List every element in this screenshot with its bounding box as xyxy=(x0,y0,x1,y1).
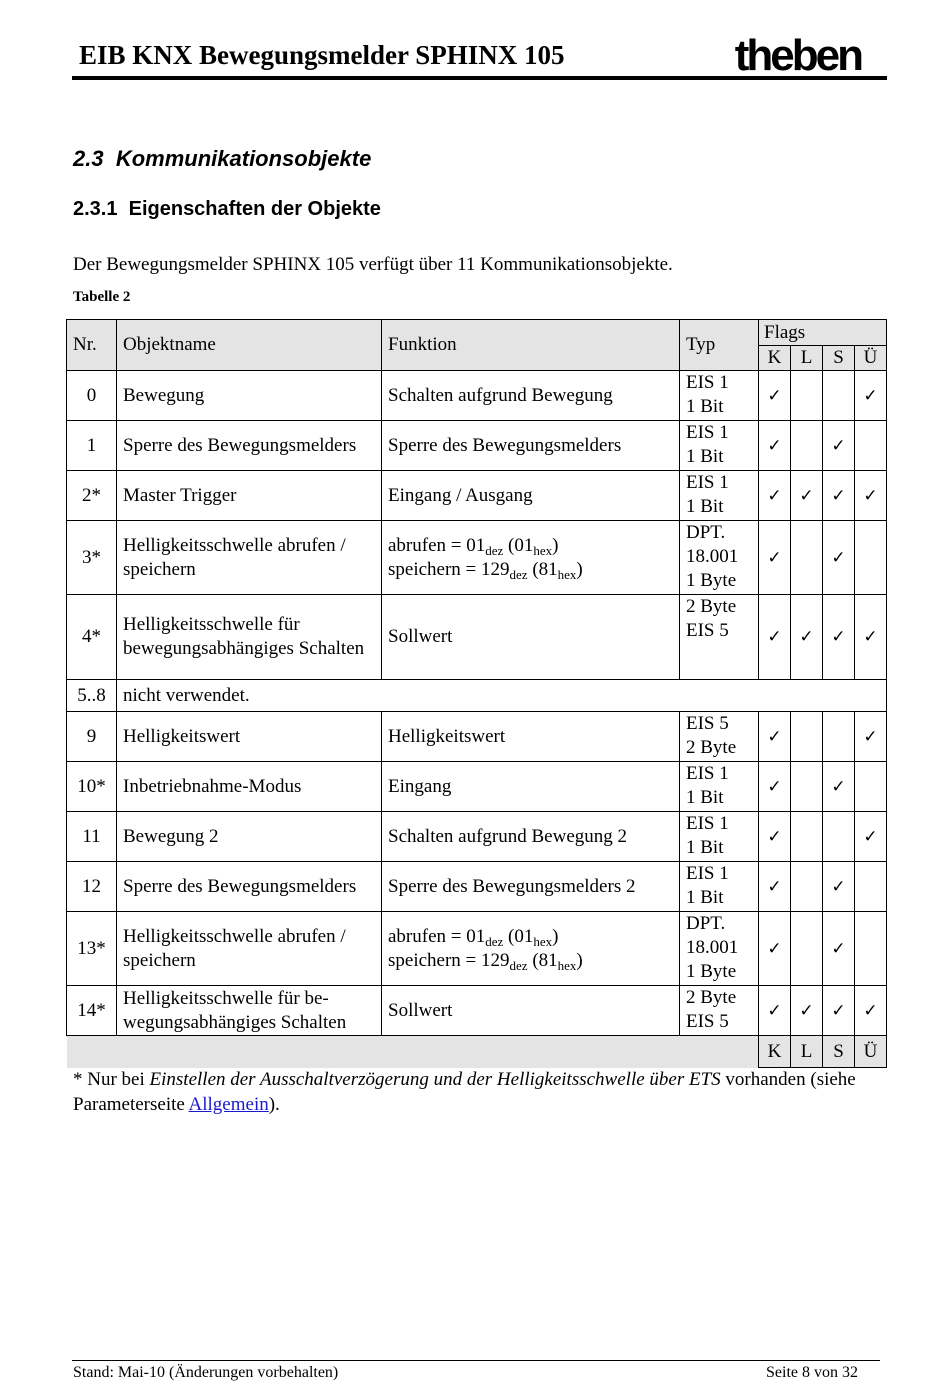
flag-k xyxy=(759,471,791,521)
check-icon: ✓ xyxy=(767,826,782,847)
object-name: Helligkeitsschwelle für be-wegungsabhängiges Schalten xyxy=(117,986,382,1036)
flag-s xyxy=(823,371,855,421)
flag-ue xyxy=(855,986,887,1036)
object-number: 10* xyxy=(67,762,117,812)
flag-label: L xyxy=(791,346,823,371)
object-number: 5..8 xyxy=(67,680,117,712)
check-icon: ✓ xyxy=(767,385,782,406)
object-name: Inbetriebnahme-Modus xyxy=(117,762,382,812)
flag-legend-row xyxy=(67,1036,887,1068)
flag-l xyxy=(791,521,823,595)
object-function: Schalten aufgrund Bewegung 2 xyxy=(382,812,680,862)
flag-s xyxy=(823,862,855,912)
object-name: Sperre des Bewegungsmelders xyxy=(117,862,382,912)
header-funktion: Funktion xyxy=(382,320,680,371)
flag-l xyxy=(791,986,823,1036)
document-title: EIB KNX Bewegungsmelder SPHINX 105 xyxy=(79,40,565,70)
object-number: 4* xyxy=(67,595,117,680)
table-row xyxy=(67,812,887,862)
subsection-heading xyxy=(73,198,381,221)
object-function: Eingang xyxy=(382,762,680,812)
footnote xyxy=(73,1067,873,1117)
theben-logo: theben xyxy=(734,31,861,80)
flag-ue xyxy=(855,712,887,762)
flag-l xyxy=(791,762,823,812)
object-name: Helligkeitsschwelle abrufen / speichern xyxy=(117,521,382,595)
object-number: 11 xyxy=(67,812,117,862)
flag-s xyxy=(823,595,855,680)
check-icon: ✓ xyxy=(863,385,878,406)
check-icon: ✓ xyxy=(831,485,846,506)
flag-k xyxy=(759,371,791,421)
flag-s xyxy=(823,712,855,762)
flag-l xyxy=(791,712,823,762)
flag-ue xyxy=(855,595,887,680)
section-title: Kommunikationsobjekte xyxy=(115,146,372,171)
object-function: Sollwert xyxy=(382,986,680,1036)
check-icon: ✓ xyxy=(767,547,782,568)
flag-label: S xyxy=(823,1036,855,1068)
hex-subscript: hex xyxy=(557,566,577,582)
object-type: EIS 1 1 Bit xyxy=(680,471,759,521)
flag-ue xyxy=(855,862,887,912)
object-function: Helligkeitswert xyxy=(382,712,680,762)
footer-status: Stand: Mai-10 (Änderungen vorbehalten) xyxy=(73,1364,339,1381)
object-type: 2 Byte EIS 5 xyxy=(680,595,759,680)
check-icon: ✓ xyxy=(767,1000,782,1021)
object-number: 13* xyxy=(67,912,117,986)
table-row xyxy=(67,986,887,1036)
flag-k xyxy=(759,812,791,862)
flag-ue xyxy=(855,762,887,812)
table-row xyxy=(67,762,887,812)
communication-objects-table xyxy=(66,319,887,1068)
dez-subscript: dez xyxy=(509,957,528,973)
footnote-middle: vorhanden (siehe Parameterseite xyxy=(73,1069,856,1115)
flag-l xyxy=(791,421,823,471)
flag-l xyxy=(791,471,823,521)
table-row xyxy=(67,521,887,595)
object-name: Helligkeitsschwelle abrufen / speichern xyxy=(117,912,382,986)
table-row xyxy=(67,862,887,912)
flag-label: S xyxy=(823,346,855,371)
object-type: EIS 1 1 Bit xyxy=(680,762,759,812)
object-type: EIS 1 1 Bit xyxy=(680,862,759,912)
object-number: 3* xyxy=(67,521,117,595)
flag-s xyxy=(823,986,855,1036)
check-icon: ✓ xyxy=(767,938,782,959)
flag-label: Ü xyxy=(855,1036,887,1068)
object-type: EIS 1 1 Bit xyxy=(680,812,759,862)
check-icon: ✓ xyxy=(831,776,846,797)
check-icon: ✓ xyxy=(799,485,814,506)
dez-subscript: dez xyxy=(485,542,504,558)
flag-k xyxy=(759,712,791,762)
object-type: DPT. 18.001 1 Byte xyxy=(680,912,759,986)
check-icon: ✓ xyxy=(831,627,846,647)
flag-l xyxy=(791,371,823,421)
flag-s xyxy=(823,521,855,595)
flag-s xyxy=(823,471,855,521)
section-number: 2.3 xyxy=(73,146,104,171)
flag-label: L xyxy=(791,1036,823,1068)
object-number: 14* xyxy=(67,986,117,1036)
object-number: 1 xyxy=(67,421,117,471)
flag-label: Ü xyxy=(855,346,887,371)
check-icon: ✓ xyxy=(767,627,782,647)
object-function: Sperre des Bewegungsmelders xyxy=(382,421,680,471)
object-type: EIS 1 1 Bit xyxy=(680,371,759,421)
object-name: Bewegung 2 xyxy=(117,812,382,862)
object-type: EIS 5 2 Byte xyxy=(680,712,759,762)
header-typ: Typ xyxy=(680,320,759,371)
table-header-row xyxy=(67,320,887,346)
object-name: Helligkeitsschwelle für bewegungsabhängiges Schalten xyxy=(117,595,382,680)
check-icon: ✓ xyxy=(831,938,846,959)
object-function: Eingang / Ausgang xyxy=(382,471,680,521)
intro-paragraph: Der Bewegungsmelder SPHINX 105 verfügt über 11 Kommunikationsobjekte. xyxy=(73,254,673,275)
object-name: Bewegung xyxy=(117,371,382,421)
flag-k xyxy=(759,421,791,471)
table-row xyxy=(67,595,887,680)
subsection-number: 2.3.1 xyxy=(73,198,118,220)
flag-label: K xyxy=(759,1036,791,1068)
flag-l xyxy=(791,595,823,680)
object-type: EIS 1 1 Bit xyxy=(680,421,759,471)
check-icon: ✓ xyxy=(863,485,878,506)
object-type: DPT. 18.001 1 Byte xyxy=(680,521,759,595)
check-icon: ✓ xyxy=(831,547,846,568)
flag-ue xyxy=(855,812,887,862)
object-function: Sperre des Bewegungsmelders 2 xyxy=(382,862,680,912)
object-number: 0 xyxy=(67,371,117,421)
dez-subscript: dez xyxy=(485,933,504,949)
table-row xyxy=(67,680,887,712)
header-flags: Flags xyxy=(759,320,887,346)
flag-l xyxy=(791,862,823,912)
check-icon: ✓ xyxy=(767,776,782,797)
table-row xyxy=(67,912,887,986)
page-number: Seite 8 von 32 xyxy=(766,1364,858,1381)
table-row xyxy=(67,712,887,762)
flag-ue xyxy=(855,471,887,521)
flag-k xyxy=(759,521,791,595)
object-name: Master Trigger xyxy=(117,471,382,521)
table-row xyxy=(67,471,887,521)
check-icon: ✓ xyxy=(831,435,846,456)
object-function: abrufen = $01_{dez}$ $(01_{hex})$ speichern = $129_{dez}$ $(81_{hex})$ xyxy=(382,521,680,595)
flag-ue xyxy=(855,371,887,421)
check-icon: ✓ xyxy=(831,876,846,897)
object-function: Schalten aufgrund Bewegung xyxy=(382,371,680,421)
check-icon: ✓ xyxy=(863,726,878,747)
flag-l xyxy=(791,912,823,986)
hex-subscript: hex xyxy=(557,957,577,973)
flag-k xyxy=(759,595,791,680)
hex-subscript: hex xyxy=(533,933,553,949)
object-function: Sollwert xyxy=(382,595,680,680)
dez-subscript: dez xyxy=(509,566,528,582)
flag-ue xyxy=(855,421,887,471)
object-name: Helligkeitswert xyxy=(117,712,382,762)
flag-k xyxy=(759,912,791,986)
object-number: 9 xyxy=(67,712,117,762)
footer-divider xyxy=(72,1360,880,1361)
flag-k xyxy=(759,862,791,912)
footnote-italic: Einstellen der Ausschaltverzögerung und der Helligkeitsschwelle über ETS xyxy=(149,1069,721,1090)
object-number: 2* xyxy=(67,471,117,521)
flag-s xyxy=(823,762,855,812)
check-icon: ✓ xyxy=(767,876,782,897)
allgemein-link[interactable]: Allgemein xyxy=(188,1094,269,1115)
section-heading xyxy=(73,146,371,172)
check-icon: ✓ xyxy=(863,826,878,847)
check-icon: ✓ xyxy=(799,627,814,647)
footnote-suffix: ). xyxy=(268,1094,280,1115)
footnote-prefix: * Nur bei xyxy=(73,1069,150,1090)
object-function: abrufen = $01_{dez}$ $(01_{hex})$ speichern = $129_{dez}$ $(81_{hex})$ xyxy=(382,912,680,986)
flag-ue xyxy=(855,521,887,595)
flag-l xyxy=(791,812,823,862)
page-header xyxy=(72,31,887,80)
flag-s xyxy=(823,812,855,862)
header-objektname: Objektname xyxy=(117,320,382,371)
table-spacer xyxy=(67,1036,759,1068)
check-icon: ✓ xyxy=(863,1000,878,1021)
check-icon: ✓ xyxy=(767,485,782,506)
flag-k xyxy=(759,762,791,812)
object-name: Sperre des Bewegungsmelders xyxy=(117,421,382,471)
hex-subscript: hex xyxy=(533,542,553,558)
check-icon: ✓ xyxy=(831,1000,846,1021)
check-icon: ✓ xyxy=(767,726,782,747)
check-icon: ✓ xyxy=(767,435,782,456)
check-icon: ✓ xyxy=(799,1000,814,1021)
table-row xyxy=(67,371,887,421)
object-number: 12 xyxy=(67,862,117,912)
check-icon: ✓ xyxy=(863,627,878,647)
header-nr: Nr. xyxy=(67,320,117,371)
object-type: 2 Byte EIS 5 xyxy=(680,986,759,1036)
table-row xyxy=(67,421,887,471)
table-caption: Tabelle 2 xyxy=(73,289,131,305)
flag-s xyxy=(823,421,855,471)
subsection-title: Eigenschaften der Objekte xyxy=(128,198,381,220)
flag-label: K xyxy=(759,346,791,371)
row-note: nicht verwendet. xyxy=(117,680,887,712)
flag-s xyxy=(823,912,855,986)
flag-ue xyxy=(855,912,887,986)
flag-k xyxy=(759,986,791,1036)
